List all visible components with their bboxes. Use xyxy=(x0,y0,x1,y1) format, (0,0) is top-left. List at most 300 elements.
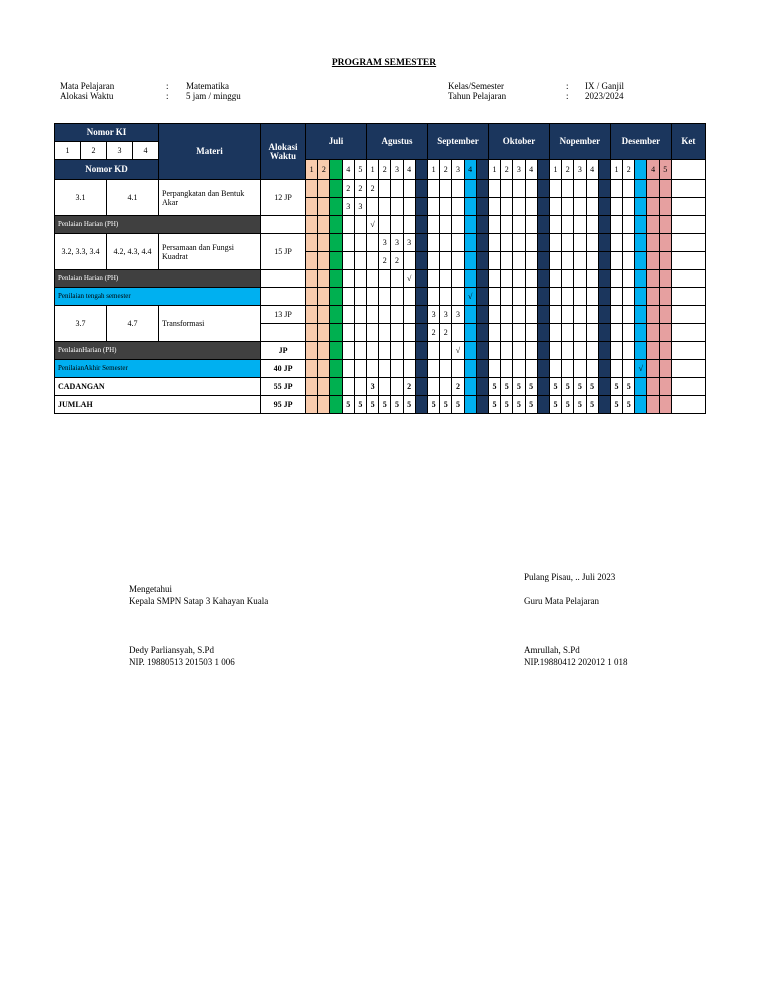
week-cell xyxy=(549,198,561,216)
week-cell xyxy=(488,216,500,234)
week-cell xyxy=(562,306,574,324)
week-cell xyxy=(440,216,452,234)
week-cell xyxy=(440,198,452,216)
week-cell: 2 xyxy=(452,378,464,396)
month-oktober: Oktober xyxy=(488,124,549,160)
week-cell xyxy=(525,270,537,288)
week-cell xyxy=(476,342,488,360)
week-cell xyxy=(562,180,574,198)
week-cell xyxy=(415,198,427,216)
alokasi-cell xyxy=(261,324,306,342)
week-header-cell: 1 xyxy=(428,160,440,180)
week-cell: 5 xyxy=(501,378,513,396)
guru-nip: NIP.19880412 202012 1 018 xyxy=(524,657,628,667)
alokasi-cell: 12 JP xyxy=(261,180,306,216)
week-cell xyxy=(464,198,476,216)
week-cell xyxy=(549,270,561,288)
week-cell xyxy=(476,378,488,396)
week-cell xyxy=(501,342,513,360)
week-header-cell: 1 xyxy=(610,160,622,180)
week-cell xyxy=(574,216,586,234)
week-cell: √ xyxy=(452,342,464,360)
week-cell: 5 xyxy=(623,396,635,414)
week-header-cell: 4 xyxy=(342,160,354,180)
week-cell xyxy=(354,378,366,396)
alokasi-cell xyxy=(261,288,306,306)
week-cell xyxy=(598,288,610,306)
week-cell xyxy=(354,252,366,270)
week-cell xyxy=(391,360,403,378)
week-cell xyxy=(464,396,476,414)
week-cell xyxy=(476,234,488,252)
week-cell xyxy=(354,270,366,288)
week-cell xyxy=(598,378,610,396)
week-header-cell: 4 xyxy=(647,160,659,180)
week-cell xyxy=(464,324,476,342)
week-cell xyxy=(318,180,330,198)
alokasi-cell xyxy=(261,270,306,288)
week-cell xyxy=(428,378,440,396)
week-cell xyxy=(525,234,537,252)
week-cell xyxy=(549,342,561,360)
week-header-cell: 2 xyxy=(440,160,452,180)
week-cell: 5 xyxy=(525,378,537,396)
week-cell: 2 xyxy=(379,252,391,270)
week-cell xyxy=(610,288,622,306)
week-cell xyxy=(330,270,342,288)
week-cell xyxy=(647,342,659,360)
week-cell xyxy=(330,396,342,414)
week-cell xyxy=(501,360,513,378)
week-cell xyxy=(330,360,342,378)
week-cell xyxy=(537,270,549,288)
week-cell xyxy=(549,324,561,342)
week-cell xyxy=(513,270,525,288)
week-cell: 5 xyxy=(574,396,586,414)
guru-name: Amrullah, S.Pd xyxy=(524,645,580,655)
week-cell: √ xyxy=(464,288,476,306)
week-cell xyxy=(574,198,586,216)
week-cell xyxy=(452,360,464,378)
week-header-cell: 4 xyxy=(586,160,598,180)
week-cell xyxy=(318,306,330,324)
week-cell xyxy=(440,252,452,270)
week-cell xyxy=(306,378,318,396)
week-cell: 5 xyxy=(452,396,464,414)
week-cell xyxy=(306,180,318,198)
week-cell xyxy=(452,234,464,252)
week-cell xyxy=(428,234,440,252)
ket-cell xyxy=(671,180,705,198)
week-cell: 5 xyxy=(428,396,440,414)
week-cell xyxy=(318,234,330,252)
week-cell xyxy=(403,198,415,216)
materi-cell: Perpangkatan dan Bentuk Akar xyxy=(159,180,261,216)
week-cell: 3 xyxy=(367,378,379,396)
week-cell xyxy=(537,252,549,270)
week-cell xyxy=(476,252,488,270)
week-cell xyxy=(330,234,342,252)
week-cell xyxy=(513,342,525,360)
week-header-cell xyxy=(598,160,610,180)
week-cell xyxy=(379,216,391,234)
week-cell xyxy=(513,360,525,378)
week-cell xyxy=(562,360,574,378)
week-header-cell: 2 xyxy=(379,160,391,180)
assessment-label: PenilaianAkhir Semester xyxy=(55,360,261,378)
week-cell xyxy=(647,288,659,306)
week-cell xyxy=(403,180,415,198)
week-cell xyxy=(525,216,537,234)
week-header-cell: 3 xyxy=(574,160,586,180)
ki-2: 2 xyxy=(81,142,107,160)
week-cell xyxy=(415,234,427,252)
week-cell xyxy=(342,288,354,306)
week-cell xyxy=(415,360,427,378)
week-cell xyxy=(586,342,598,360)
week-cell xyxy=(428,180,440,198)
week-cell xyxy=(513,306,525,324)
week-cell xyxy=(501,288,513,306)
week-cell: 3 xyxy=(354,198,366,216)
week-cell xyxy=(647,234,659,252)
week-cell xyxy=(562,198,574,216)
week-cell: 2 xyxy=(354,180,366,198)
program-semester-table xyxy=(54,123,706,414)
week-cell xyxy=(586,324,598,342)
week-cell xyxy=(610,198,622,216)
month-agustus: Agustus xyxy=(367,124,428,160)
week-cell xyxy=(318,198,330,216)
mapel-value: Matematika xyxy=(186,81,229,91)
ket-cell xyxy=(671,306,705,324)
week-cell xyxy=(635,234,647,252)
week-cell xyxy=(488,306,500,324)
week-cell xyxy=(306,360,318,378)
kepala-sekolah-title: Kepala SMPN Satap 3 Kahayan Kuala xyxy=(129,596,269,606)
week-cell xyxy=(428,198,440,216)
week-cell xyxy=(391,324,403,342)
week-cell xyxy=(623,252,635,270)
week-cell xyxy=(330,288,342,306)
week-cell: 3 xyxy=(428,306,440,324)
week-cell xyxy=(415,252,427,270)
week-cell xyxy=(391,306,403,324)
materi-header: Materi xyxy=(159,124,261,180)
week-cell xyxy=(635,378,647,396)
alokasi-cell: 40 JP xyxy=(261,360,306,378)
week-cell xyxy=(452,288,464,306)
week-cell xyxy=(379,324,391,342)
week-cell xyxy=(610,216,622,234)
week-cell xyxy=(440,360,452,378)
alokasi-cell: 13 JP xyxy=(261,306,306,324)
week-cell xyxy=(659,270,671,288)
week-cell xyxy=(330,180,342,198)
week-cell xyxy=(379,306,391,324)
materi-cell: Transformasi xyxy=(159,306,261,342)
week-cell xyxy=(574,234,586,252)
week-cell xyxy=(391,288,403,306)
week-cell xyxy=(306,270,318,288)
week-cell xyxy=(330,378,342,396)
week-cell xyxy=(635,252,647,270)
week-cell xyxy=(306,324,318,342)
nomor-ki-header: Nomor KI xyxy=(55,124,159,142)
week-cell xyxy=(367,198,379,216)
colon: : xyxy=(166,81,169,91)
week-cell xyxy=(354,342,366,360)
week-cell: 5 xyxy=(525,396,537,414)
week-cell xyxy=(318,396,330,414)
month-juli: Juli xyxy=(306,124,367,160)
total-label: JUMLAH xyxy=(55,396,261,414)
week-cell xyxy=(501,270,513,288)
week-header-cell: 3 xyxy=(452,160,464,180)
week-cell xyxy=(623,342,635,360)
week-cell xyxy=(610,252,622,270)
week-cell xyxy=(415,288,427,306)
ket-cell xyxy=(671,216,705,234)
week-cell xyxy=(635,198,647,216)
week-cell xyxy=(428,270,440,288)
week-cell xyxy=(513,324,525,342)
week-header-cell xyxy=(635,160,647,180)
week-cell xyxy=(464,306,476,324)
week-cell xyxy=(623,288,635,306)
week-cell xyxy=(549,252,561,270)
week-cell xyxy=(306,288,318,306)
week-cell xyxy=(415,270,427,288)
week-cell xyxy=(440,234,452,252)
total-label: CADANGAN xyxy=(55,378,261,396)
week-cell xyxy=(501,252,513,270)
week-cell xyxy=(488,342,500,360)
week-header-cell xyxy=(476,160,488,180)
ket-cell xyxy=(671,378,705,396)
ki-number: 3.2, 3.3, 3.4 xyxy=(55,234,107,270)
ket-cell xyxy=(671,252,705,270)
week-cell xyxy=(440,288,452,306)
week-cell xyxy=(659,216,671,234)
week-cell xyxy=(501,216,513,234)
week-cell xyxy=(574,306,586,324)
week-cell xyxy=(598,324,610,342)
week-cell xyxy=(342,342,354,360)
week-cell: 5 xyxy=(549,396,561,414)
week-cell xyxy=(306,306,318,324)
week-cell xyxy=(330,324,342,342)
week-cell xyxy=(647,324,659,342)
week-cell xyxy=(659,378,671,396)
week-cell xyxy=(415,216,427,234)
mapel-label: Mata Pelajaran xyxy=(60,81,115,91)
week-cell: 5 xyxy=(610,396,622,414)
week-cell xyxy=(367,288,379,306)
week-cell xyxy=(598,306,610,324)
week-header-cell: 1 xyxy=(488,160,500,180)
week-cell xyxy=(562,234,574,252)
week-cell xyxy=(367,234,379,252)
week-cell xyxy=(318,252,330,270)
week-cell xyxy=(476,216,488,234)
week-cell xyxy=(610,270,622,288)
week-cell xyxy=(379,360,391,378)
week-cell xyxy=(659,234,671,252)
week-cell xyxy=(586,198,598,216)
week-header-cell: 5 xyxy=(354,160,366,180)
week-cell xyxy=(525,180,537,198)
week-cell xyxy=(659,198,671,216)
mengetahui: Mengetahui xyxy=(129,584,172,594)
week-cell xyxy=(354,288,366,306)
week-cell xyxy=(610,342,622,360)
week-header-cell: 4 xyxy=(464,160,476,180)
week-cell xyxy=(342,306,354,324)
week-cell xyxy=(306,396,318,414)
week-cell: 5 xyxy=(610,378,622,396)
week-cell xyxy=(537,288,549,306)
week-header-cell: 3 xyxy=(513,160,525,180)
materi-cell: Persamaan dan Fungsi Kuadrat xyxy=(159,234,261,270)
week-cell xyxy=(330,216,342,234)
week-cell xyxy=(488,360,500,378)
week-cell xyxy=(598,252,610,270)
ket-cell xyxy=(671,360,705,378)
week-cell xyxy=(635,324,647,342)
week-cell xyxy=(428,216,440,234)
kepala-sekolah-nip: NIP. 19880513 201503 1 006 xyxy=(129,657,235,667)
week-cell xyxy=(659,180,671,198)
week-cell xyxy=(623,270,635,288)
week-cell xyxy=(354,216,366,234)
week-cell xyxy=(598,180,610,198)
week-cell xyxy=(306,234,318,252)
week-cell xyxy=(537,342,549,360)
week-cell xyxy=(379,180,391,198)
week-cell xyxy=(476,360,488,378)
week-cell xyxy=(647,378,659,396)
week-cell xyxy=(306,216,318,234)
week-cell xyxy=(647,396,659,414)
week-cell xyxy=(415,324,427,342)
ket-cell xyxy=(671,270,705,288)
week-cell: 5 xyxy=(586,396,598,414)
week-cell xyxy=(354,324,366,342)
week-cell xyxy=(452,180,464,198)
week-cell xyxy=(635,342,647,360)
week-cell: 5 xyxy=(354,396,366,414)
ket-cell xyxy=(671,342,705,360)
week-cell xyxy=(440,180,452,198)
week-cell: 5 xyxy=(586,378,598,396)
week-cell xyxy=(610,306,622,324)
week-cell: 5 xyxy=(513,378,525,396)
week-cell xyxy=(391,180,403,198)
week-cell xyxy=(549,360,561,378)
week-header-cell xyxy=(537,160,549,180)
week-cell xyxy=(562,288,574,306)
week-cell xyxy=(428,288,440,306)
week-cell xyxy=(403,306,415,324)
week-cell xyxy=(598,216,610,234)
week-cell xyxy=(330,342,342,360)
week-cell xyxy=(549,306,561,324)
week-cell xyxy=(476,288,488,306)
kepala-sekolah-name: Dedy Parliansyah, S.Pd xyxy=(129,645,214,655)
week-cell xyxy=(391,342,403,360)
ki-number: 3.1 xyxy=(55,180,107,216)
week-cell xyxy=(452,252,464,270)
week-cell: 2 xyxy=(428,324,440,342)
alokasi-label: Alokasi Waktu xyxy=(60,91,114,101)
week-cell xyxy=(318,324,330,342)
week-cell: 5 xyxy=(440,396,452,414)
week-cell: 3 xyxy=(452,306,464,324)
week-cell xyxy=(318,288,330,306)
week-cell xyxy=(318,216,330,234)
week-cell: 2 xyxy=(391,252,403,270)
week-cell xyxy=(586,234,598,252)
alokasi-cell xyxy=(261,216,306,234)
week-cell: 3 xyxy=(391,234,403,252)
kd-number: 4.2, 4.3, 4.4 xyxy=(107,234,159,270)
week-cell xyxy=(379,342,391,360)
week-cell xyxy=(488,198,500,216)
week-cell xyxy=(501,324,513,342)
week-cell: 5 xyxy=(391,396,403,414)
week-cell xyxy=(574,342,586,360)
week-cell xyxy=(586,306,598,324)
week-cell xyxy=(367,324,379,342)
week-cell: √ xyxy=(635,360,647,378)
week-cell xyxy=(537,324,549,342)
week-header-cell xyxy=(415,160,427,180)
week-cell xyxy=(464,270,476,288)
week-cell xyxy=(598,234,610,252)
week-cell xyxy=(659,342,671,360)
week-cell xyxy=(318,378,330,396)
week-cell xyxy=(537,306,549,324)
week-cell: 3 xyxy=(403,234,415,252)
kelas-value: IX / Ganjil xyxy=(585,81,624,91)
week-cell xyxy=(428,252,440,270)
week-cell xyxy=(598,270,610,288)
alokasi-cell: JP xyxy=(261,342,306,360)
week-cell xyxy=(574,360,586,378)
kelas-label: Kelas/Semester xyxy=(448,81,504,91)
month-nopember: Nopember xyxy=(549,124,610,160)
place-date: Pulang Pisau, .. Juli 2023 xyxy=(524,572,616,582)
week-cell xyxy=(635,216,647,234)
week-cell xyxy=(391,378,403,396)
week-cell xyxy=(623,306,635,324)
week-cell xyxy=(306,198,318,216)
week-cell: 5 xyxy=(574,378,586,396)
week-cell xyxy=(549,234,561,252)
week-cell xyxy=(379,198,391,216)
tahun-label: Tahun Pelajaran xyxy=(448,91,507,101)
week-cell xyxy=(476,324,488,342)
week-cell xyxy=(464,216,476,234)
week-cell: 5 xyxy=(562,396,574,414)
week-header-cell: 2 xyxy=(623,160,635,180)
ket-header: Ket xyxy=(671,124,705,160)
week-cell xyxy=(537,180,549,198)
week-cell xyxy=(488,180,500,198)
week-header-cell xyxy=(330,160,342,180)
alokasi-cell: 95 JP xyxy=(261,396,306,414)
